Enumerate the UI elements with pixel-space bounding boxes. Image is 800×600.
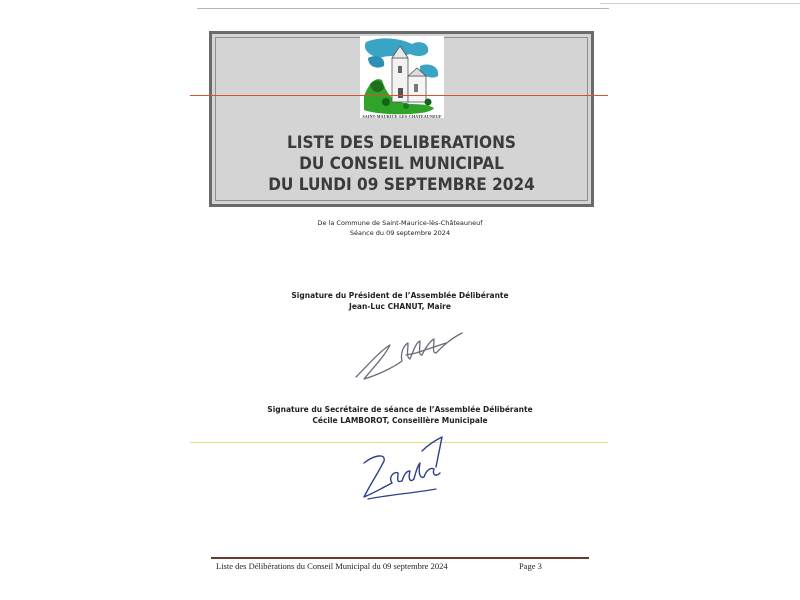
title-line-2: DU CONSEIL MUNICIPAL [299, 154, 504, 173]
footer-document-title: Liste des Délibérations du Conseil Municipal du 09 septembre 2024 [216, 561, 448, 571]
scan-artifact-line [600, 3, 800, 4]
document-title [209, 132, 594, 195]
session-date-line: Séance du 09 septembre 2024 [349, 229, 451, 237]
commune-logo [360, 36, 444, 118]
secretary-signature [358, 433, 448, 505]
president-name: Jean-Luc CHANUT, Maire [349, 302, 451, 311]
title-line-1: LISTE DES DELIBERATIONS [287, 133, 516, 152]
scan-artifact-red-line [190, 95, 608, 96]
secretary-name: Cécile LAMBOROT, Conseillère Municipale [312, 416, 488, 425]
footer-rule [211, 557, 589, 559]
title-line-3: DU LUNDI 09 SEPTEMBRE 2024 [268, 175, 535, 194]
secretary-signature-label: Signature du Secrétaire de séance de l’Assemblée Délibérante [267, 405, 533, 414]
logo-caption: SAINT-MAURICE-LES-CHATEAUNEUF [362, 114, 442, 119]
church-logo-icon [360, 36, 444, 118]
commune-line: De la Commune de Saint-Maurice-lès-Châteauneuf [317, 219, 483, 227]
footer-page-number: Page 3 [519, 561, 542, 571]
president-signature-label: Signature du Président de l’Assemblée Délibérante [291, 291, 509, 300]
scan-artifact-line [197, 8, 609, 9]
president-signature [350, 325, 470, 385]
